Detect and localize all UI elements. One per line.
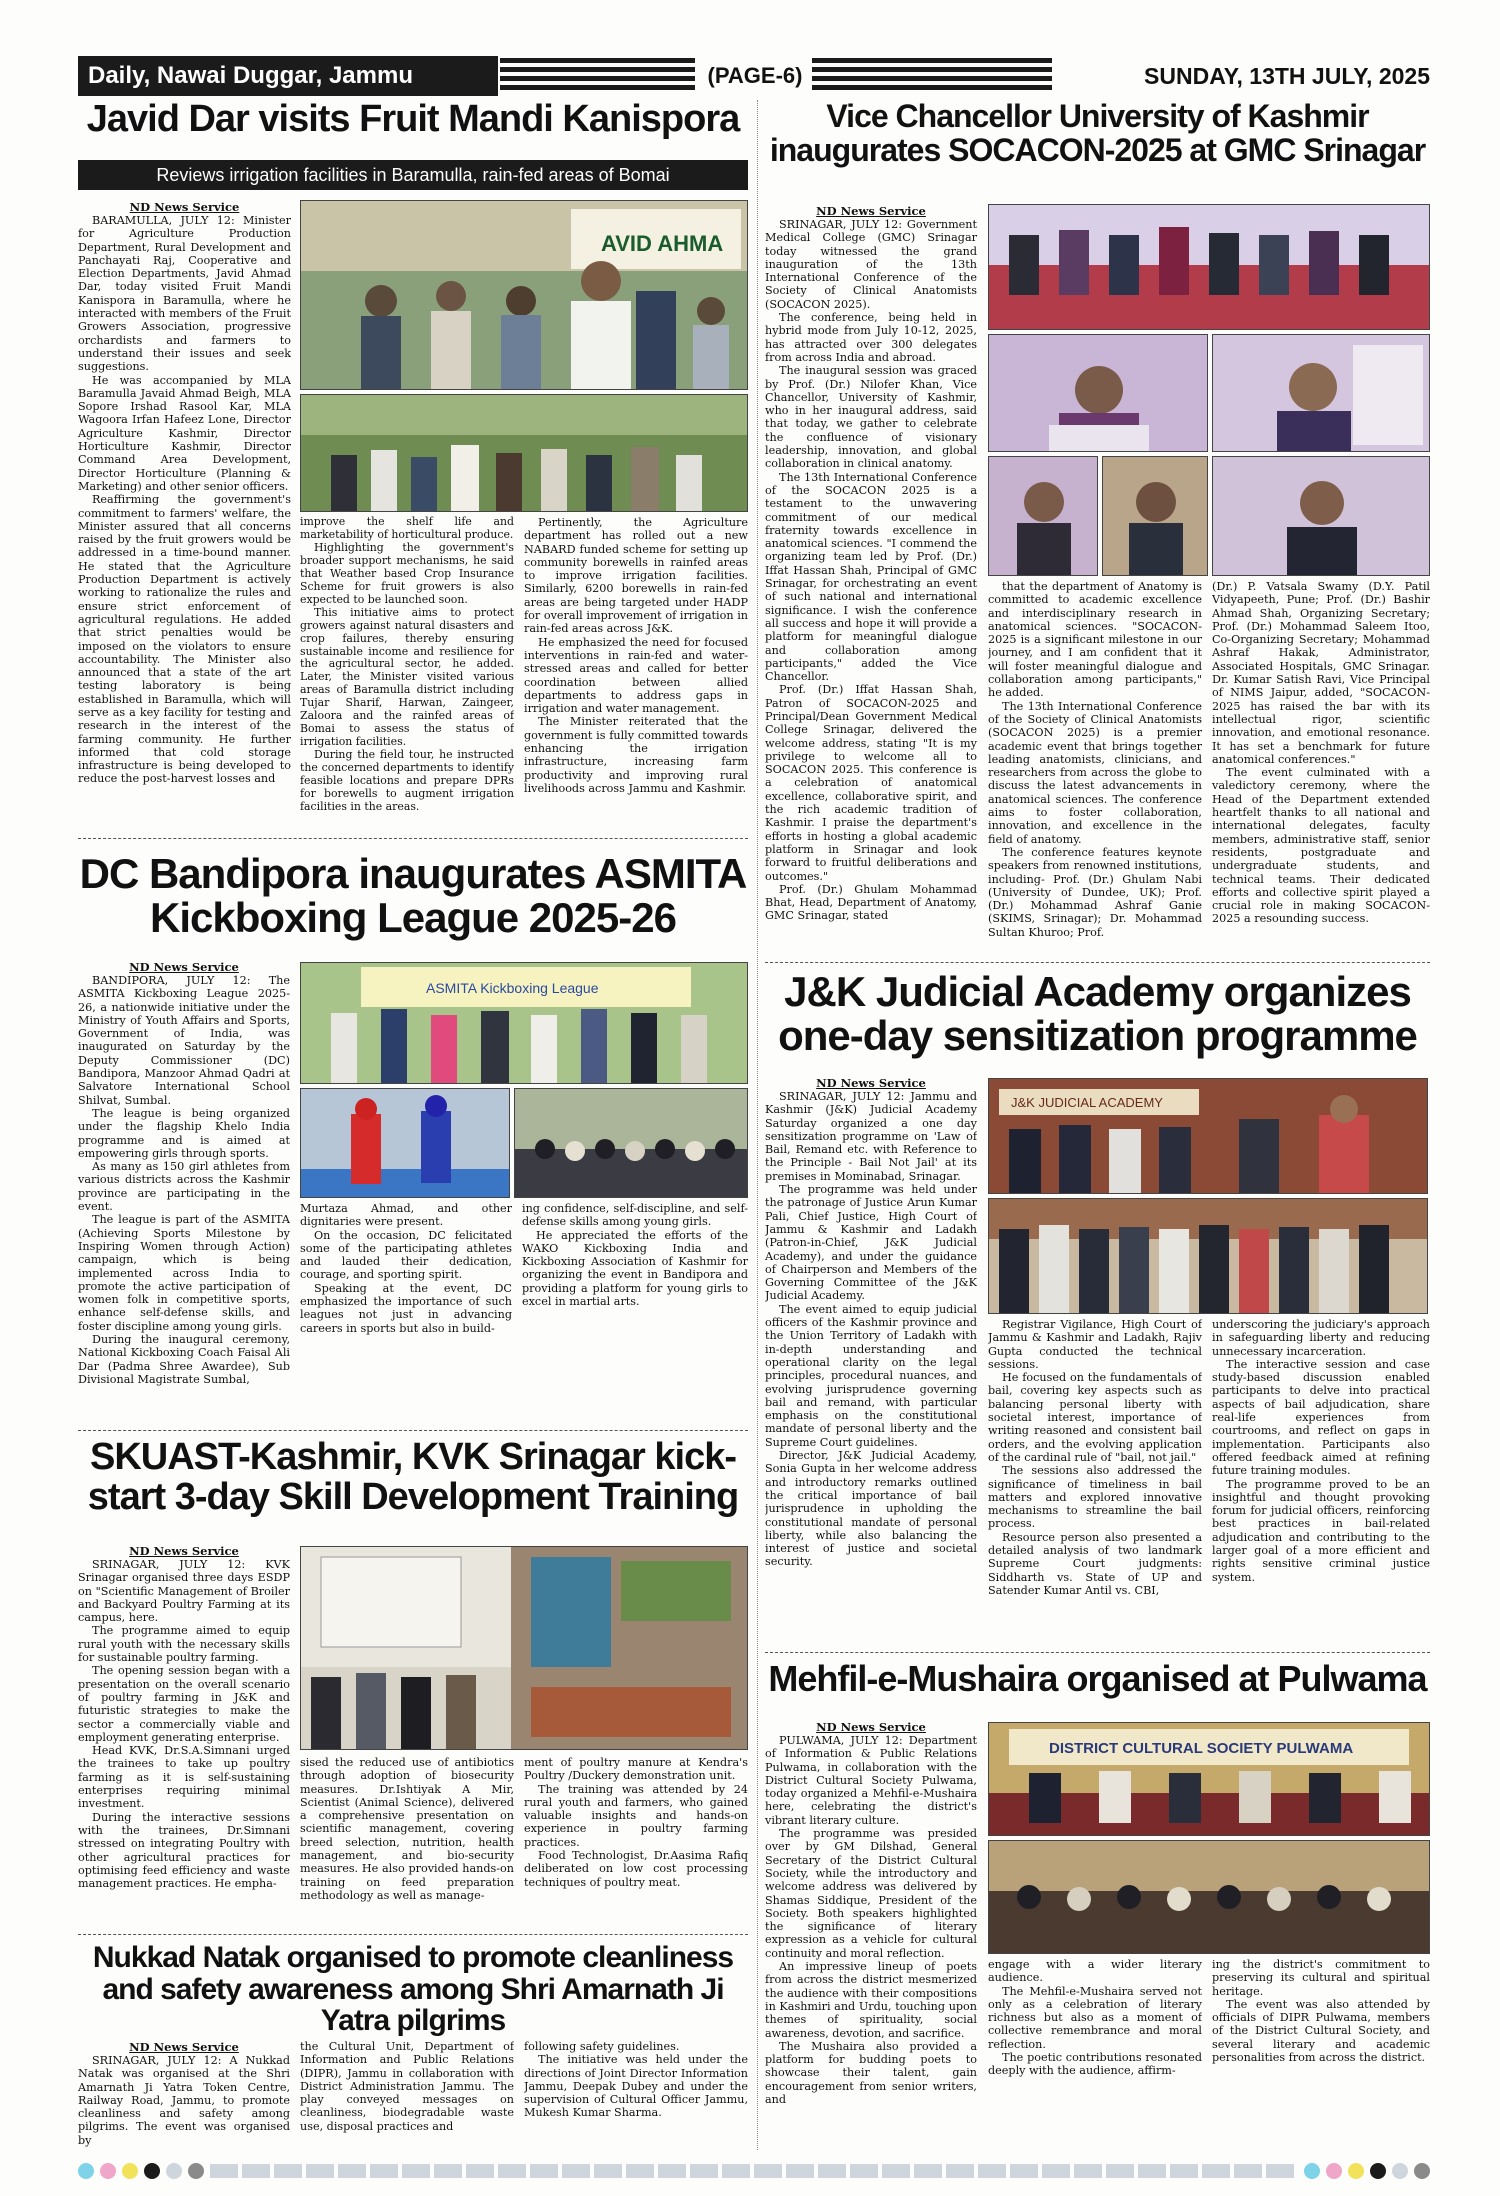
article-photo-training-session — [300, 1546, 748, 1750]
section-divider — [78, 838, 748, 839]
paragraph: The league is part of the ASMITA (Achieving Sports Milestone by Inspiring Women through Action) campaign, which is being implemented across India to promote the active participation of women folk in competitive sports, enhance self-defense skills, and foster discipline among young girls. — [78, 1213, 290, 1333]
paragraph: An impressive lineup of poets from across the district mesmerized the audience with their compositions in Kashmiri and Urdu, touching upon themes of spirituality, social awareness, devotion, and sacrifice. — [765, 1960, 977, 2040]
paragraph: The opening session began with a presentation on the overall scenario of poultry farming in J&K and futuristic strategies to make the sector a commercially viable and employment generating enterprise. — [78, 1664, 290, 1744]
footer-dot — [122, 2163, 138, 2179]
article-body-col3 — [524, 516, 748, 832]
article-photo-mushaira-stage — [988, 1722, 1430, 1836]
article-body-col3 — [1212, 580, 1430, 980]
article-headline-mushaira: Mehfil-e-Mushaira organised at Pulwama — [768, 1660, 1427, 1699]
paragraph: The Minister reiterated that the government is fully committed towards enhancing the irrigation infrastructure, increasing farm productivity and improving rural livelihoods across Jammu and Kashmir. — [524, 715, 748, 795]
paragraph: On the occasion, DC felicitated some of the participating athletes and lauded their dedication, courage, and sporting spirit. — [300, 1228, 512, 1282]
section-divider — [78, 1430, 748, 1431]
paragraph: SRINAGAR, JULY 12: KVK Srinagar organised three days ESDP on "Scientific Management of Broiler and Backyard Poultry Farming at its campus, here. — [78, 1558, 290, 1625]
section-divider — [765, 1652, 1430, 1653]
paragraph: SRINAGAR, JULY 12: Government Medical College (GMC) Srinagar today witnessed the grand inauguration of the 13th International Conference of the Society of Clinical Anatomists (SOCACON 2025). — [765, 218, 977, 311]
paragraph: The 13th International Conference of the SOCACON 2025 is a testament to the unwavering commitment of our medical fraternity towards excellence in anatomical sciences. "I commend the organizing team led by Prof. (Dr.) Iffat Hassan Shah, Principal of GMC Srinagar, for orchestrating an event of such national and international significance. I wish the conference all success and hope it will provide a platform for meaningful dialogue and collaboration among participants," added the Vice Chancellor. — [765, 470, 977, 684]
article-body-col1 — [765, 1076, 977, 1646]
paragraph: Murtaza Ahmad, and other dignitaries were present. — [300, 1202, 512, 1229]
paragraph: Food Technologist, Dr.Aasima Rafiq deliberated on low cost processing techniques of poultry meat. — [524, 1849, 748, 1889]
paragraph: SRINAGAR, JULY 12: A Nukkad Natak was organised at the Shri Amarnath Ji Yatra Token Centre, Railway Road, Jammu, to promote cleanliness and safety among pilgrims. The event was organised by — [78, 2054, 290, 2147]
article-photo-minister-addressing — [300, 200, 748, 390]
article-body-col2 — [300, 1202, 512, 1422]
paragraph: The event culminated with a valedictory ceremony, where the Head of the Department extended heartfelt thanks to all national and international delegates, faculty members, administrative staff, senior residents, postgraduate and undergraduate students, and technical teams. Their dedicated efforts and collective spirit played a crucial role in making SOCACON-2025 a resounding success. — [1212, 766, 1430, 926]
article-body-col1 — [78, 1544, 290, 1928]
article-body-col1 — [765, 204, 977, 980]
article-photo-judicial-participants — [988, 1198, 1428, 1314]
paragraph: The programme was presided over by GM Dilshad, General Secretary of the District Cultural Society, while the introductory and welcome address was delivered by Shamas Siddique, President of the Society. Both speakers highlighted the significance of literary expression as a vehicle for cultural continuity and moral reflection. — [765, 1827, 977, 1960]
article-body-col3 — [522, 1202, 748, 1422]
article-photo-dignitaries-stage — [988, 204, 1430, 330]
article-body-col3 — [1212, 1958, 1430, 2154]
article-photo-field-tour — [300, 394, 748, 512]
footer-dot — [144, 2163, 160, 2179]
paragraph: Head KVK, Dr.S.A.Simnani urged the trainees to take up poultry farming as it is self-sustaining enterprises requiring minimal investment. — [78, 1744, 290, 1811]
banner-text: AVID AHMA — [601, 231, 724, 256]
footer-dot — [100, 2163, 116, 2179]
paragraph: Director, J&K Judicial Academy, Sonia Gupta in her welcome address and introductory remarks outlined the critical importance of bail jurisprudence in upholding the constitutional mandate of personal liberty, while also balancing the interest of justice and societal security. — [765, 1449, 977, 1569]
footer-dot — [1304, 2163, 1320, 2179]
paragraph: The event was also attended by officials of DIPR Pulwama, members of the District Cultural Society, and several literary and academic personalities from across the district. — [1212, 1997, 1430, 2065]
paragraph: As many as 150 girl athletes from various districts across the Kashmir province are participating in the event. — [78, 1160, 290, 1214]
article-photo-principal-speaking — [1212, 334, 1430, 452]
paragraph: Resource person also presented a detailed analysis of two landmark Supreme Court judgments: Siddharth vs. State of UP and Satender Kumar Antil vs. CBI, — [988, 1530, 1202, 1597]
paragraph: SRINAGAR, JULY 12: Jammu and Kashmir (J&K) Judicial Academy Saturday organized a one day sensitization programme on 'Law of Bail, Remand etc. with Reference to the Principle - Bail Not Jail' at its premises in Mominabad, Srinagar. — [765, 1090, 977, 1183]
paragraph: ing the district's commitment to preserving its cultural and spiritual heritage. — [1212, 1958, 1430, 1998]
byline: ND News Service — [816, 1076, 926, 1090]
paragraph: Pertinently, the Agriculture department has rolled out a new NABARD funded scheme for setting up community borewells in rainfed areas to improve irrigation facilities. Similarly, 6200 borewells in rain-fed areas are being targeted under HADP for overall improvement of irrigation in rain-fed areas across J&K. — [524, 516, 748, 636]
paragraph: The conference features keynote speakers from renowned institutions, including- Prof. (Dr.) Ghulam Nabi (University of Dundee, UK); Prof. (Dr.) Mohammad Ashraf Ganie (SKIMS, Srinagar); Dr. Mohammad Sultan Khuroo; Prof. — [988, 845, 1202, 939]
article-photo-kickboxing-bout — [300, 1088, 510, 1198]
paragraph: He appreciated the efforts of the WAKO Kickboxing India and Kickboxing Association of Kashmir for organizing the event in Bandipora and providing a platform for young girls to excel in martial arts. — [522, 1228, 748, 1309]
header-rule-left — [500, 58, 695, 94]
footer-dot — [1414, 2163, 1430, 2179]
paragraph: Highlighting the government's broader support mechanisms, he said that Weather based Crop Insurance Scheme for fruit growers is also expected to be launched soon. — [300, 540, 514, 606]
banner-text: ASMITA Kickboxing League — [426, 980, 599, 996]
paragraph: During the interactive sessions with the trainees, Dr.Simnani stressed on integrating Poultry with other agricultural practices for optimising feed efficiency and waste management practices. He empha- — [78, 1810, 290, 1891]
footer-dot — [166, 2163, 182, 2179]
paragraph: The event aimed to equip judicial officers of the Kashmir province and the Union Territory of Ladakh with in-depth understanding and operational clarity on the legal principles, procedural nuances, and evolving jurisprudence governing bail and remand, with particular emphasis on the constitutional mandate of personal liberty and the Supreme Court guidelines. — [765, 1302, 977, 1449]
column-divider — [757, 100, 758, 2150]
paragraph: He was accompanied by MLA Baramulla Javaid Ahmad Beigh, MLA Sopore Irshad Rasool Kar, MLA Wagoora Irfan Hafeez Lone, Director Agriculture Kashmir, Director Horticulture Kashmir, Director Command Area Development, Director Horticulture (Planning & Marketing) and other senior officers. — [78, 373, 291, 493]
paragraph: the Cultural Unit, Department of Information and Public Relations (DIPR), Jammu in collaboration with District Administration Jammu. The play conveyed messages on cleanliness, biodegradable waste use, disposal practices and — [300, 2040, 514, 2133]
article-photo-judicial-podium — [988, 1078, 1428, 1194]
paragraph: (Dr.) P. Vatsala Swamy (D.Y. Patil Vidyapeeth, Pune; Prof. (Dr.) Bashir Ahmad Shah, Organizing Secretary; Prof. (Dr.) Mohammad Saleem Itoo, Co-Organizing Secretary; Mohammad Ashraf Hakak, Administrator, Associated Hospitals, GMC Srinagar. Dr. Kumar Satish Ravi, Vice Principal of NIMS Jaipur, added, "SOCACON-2025 has raised the bar with its intellectual rigor, scientific innovation, and emotional resonance. It has set a benchmark for future anatomical conferences." — [1212, 580, 1430, 766]
article-body-col3 — [524, 2040, 748, 2152]
newspaper-name: Daily, Nawai Duggar, Jammu — [78, 56, 498, 96]
paragraph: The poetic contributions resonated deeply with the audience, affirm- — [988, 2051, 1202, 2078]
paragraph: The training was attended by 24 rural youth and farmers, who gained valuable insights and hands-on experience in poultry farming practices. — [524, 1782, 748, 1849]
header-rule-right — [812, 58, 1052, 94]
article-body-col1 — [765, 1720, 977, 2150]
issue-date: SUNDAY, 13TH JULY, 2025 — [1144, 63, 1430, 89]
paragraph: sised the reduced use of antibiotics through adoption of biosecurity measures. Dr.Ishtiyak A Mir, Scientist (Animal Science), delivered a comprehensive presentation on scientific management, covering breed selection, nutrition, health management, and bio-security measures. He also provided hands-on training on feed preparation methodology as well as manage- — [300, 1756, 514, 1902]
paragraph: The initiative was held under the directions of Joint Director Information Jammu, Deepak Dubey and under the supervision of Cultural Officer Jammu, Mukesh Kumar Sharma. — [524, 2053, 748, 2120]
paragraph: He emphasized the need for focused interventions in rain-fed and water-stressed areas and called for better coordination between allied departments to address gaps in irrigation and water management. — [524, 635, 748, 716]
byline: ND News Service — [129, 960, 239, 974]
paragraph: The conference, being held in hybrid mode from July 10-12, 2025, has attracted over 300 delegates from across India and abroad. — [765, 311, 977, 364]
paragraph: Prof. (Dr.) Iffat Hassan Shah, Patron of SOCACON-2025 and Principal/Dean Government Medical College Srinagar, delivered the welcome address, stating "It is my privilege to welcome all to SOCACON 2025. This conference is a celebration of anatomical excellence, collaborative spirit, and the rich academic tradition of Kashmir. I praise the department's efforts in hosting a global academic platform in Srinagar and look forward to fruitful deliberations and outcomes." — [765, 683, 977, 883]
paragraph: He focused on the fundamentals of bail, covering key aspects such as balancing personal liberty with societal interest, importance of writing reasoned and consistent bail orders, and the evolving application of the cardinal rule of "bail, not jail." — [988, 1371, 1202, 1464]
article-headline-socacon: Vice Chancellor University of Kashmir inaugurates SOCACON-2025 at GMC Srinagar — [769, 100, 1426, 168]
section-divider — [78, 1934, 748, 1935]
article-photo-vc-speaking — [988, 334, 1208, 452]
byline: ND News Service — [129, 200, 240, 214]
article-photo-audience — [514, 1088, 748, 1198]
paragraph: Reaffirming the government's commitment to farmers' welfare, the Minister assured that all concerns raised by the fruit growers would be addressed in a time-bound manner. He stated that the Agriculture Production Department is actively working to rationalize the rules and ensure strict enforcement of agricultural regulations. He added that strict penalties would be imposed on the violators to ensure accountability. The Minister also announced that a state of the art testing laboratory is being established in Baramulla, which will serve as a key facility for testing and research in the interest of the farming community. He further informed that cold storage infrastructure is being developed to reduce the post-harvest losses and — [78, 493, 291, 786]
article-body-col2 — [300, 2040, 514, 2152]
footer-dot — [1370, 2163, 1386, 2179]
article-body-col1 — [78, 960, 290, 1430]
paragraph: During the inaugural ceremony, National Kickboxing Coach Faisal Ali Dar (Padma Shree Awardee), Sub Divisional Magistrate Sumbal, — [78, 1333, 290, 1386]
article-photo-mushaira-audience — [988, 1840, 1430, 1954]
paragraph: This initiative aims to protect growers against natural disasters and crop failures, thereby ensuring sustainable income and resilience for the agricultural sector, he added. Later, the Minister visited various areas of Baramulla district including Tujar Sharif, Harwan, Zaingeer, Zaloora and the rainfed areas of Bomai to assess the status of irrigation facilities. — [300, 605, 514, 749]
footer-dot — [188, 2163, 204, 2179]
article-photo-speaker-2 — [1102, 456, 1208, 576]
footer-dot — [1326, 2163, 1342, 2179]
paragraph: The 13th International Conference of the Society of Clinical Anatomists (SOCACON 2025) is a premier academic event that brings together leading anatomists, clinicians, and researchers from across the globe to discuss the latest advancements in anatomical sciences. The conference aims to foster collaboration, innovation, and excellence in the field of anatomy. — [988, 699, 1202, 846]
paragraph: During the field tour, he instructed the concerned departments to identify feasible locations and prepare DPRs for borewells to augment irrigation facilities in the areas. — [300, 748, 514, 813]
page-number: (PAGE-6) — [707, 63, 803, 88]
article-headline-javid-dar: Javid Dar visits Fruit Mandi Kanispora — [86, 100, 740, 140]
paragraph: The interactive session and case study-based discussion enabled participants to delve into practical aspects of bail adjudication, share real-life experiences from courtrooms, and reflect on gaps in implementation. Participants also offered feedback aimed at refining future training modules. — [1212, 1357, 1430, 1478]
paragraph: engage with a wider literary audience. — [988, 1958, 1202, 1985]
article-body-col1 — [78, 200, 291, 832]
footer-bar — [210, 2164, 1298, 2178]
byline: ND News Service — [816, 204, 926, 218]
paragraph: BARAMULLA, JULY 12: Minister for Agriculture Production Department, Rural Development and Panchayati Raj, Cooperative and Election Departments, Javid Ahmad Dar, today visited Fruit Mandi Kanispora in Baramulla, where he interacted with members of the Fruit Growers Association, progressive orchardists and farmers to understand their issues and seek suggestions. — [78, 214, 291, 374]
article-photo-asmita-inauguration — [300, 962, 748, 1084]
footer-color-strip — [78, 2160, 1430, 2182]
paragraph: The Mehfil-e-Mushaira served not only as a celebration of literary richness but also as a moment of collective remembrance and moral reflection. — [988, 1984, 1202, 2051]
article-body-col2 — [300, 1756, 514, 1928]
paragraph: Speaking at the event, DC emphasized the importance of such leagues not just in advancing careers in sports but also in build- — [300, 1281, 512, 1335]
article-body-col2 — [988, 1318, 1202, 1646]
article-body-col3 — [524, 1756, 748, 1928]
article-headline-judicial-academy: J&K Judicial Academy organizes one-day sensitization programme — [778, 970, 1417, 1060]
article-body-col2 — [300, 516, 514, 832]
paragraph: following safety guidelines. — [524, 2040, 680, 2053]
banner-text: J&K JUDICIAL ACADEMY — [1011, 1095, 1163, 1110]
paragraph: ing confidence, self-discipline, and self-defense skills among young girls. — [522, 1202, 748, 1229]
footer-dot — [1348, 2163, 1364, 2179]
paragraph: PULWAMA, JULY 12: Department of Information & Public Relations Pulwama, in collaboration with the District Cultural Society Pulwama, today organized a Mehfil-e-Mushaira here, celebrating the district's vibrant literary culture. — [765, 1734, 977, 1827]
paragraph: The programme aimed to equip rural youth with the necessary skills for sustainable poultry farming. — [78, 1624, 290, 1665]
section-divider — [765, 962, 1430, 963]
article-body-col2 — [988, 1958, 1202, 2154]
footer-dot — [1392, 2163, 1408, 2179]
article-photo-speaker-3 — [1212, 456, 1430, 576]
paragraph: improve the shelf life and marketability of horticultural produce. — [300, 516, 514, 541]
byline: ND News Service — [129, 2040, 239, 2054]
article-headline-asmita: DC Bandipora inaugurates ASMITA Kickboxing League 2025-26 — [79, 852, 747, 942]
paragraph: underscoring the judiciary's approach in safeguarding liberty and reducing unnecessary incarceration. — [1212, 1318, 1430, 1358]
article-headline-skuast: SKUAST-Kashmir, KVK Srinagar kick-start 3-day Skill Development Training — [87, 1438, 739, 1518]
article-photo-speakers — [988, 456, 1098, 576]
paragraph: The sessions also addressed the significance of timeliness in bail matters and explored innovative mechanisms to streamline the bail process. — [988, 1464, 1202, 1531]
paragraph: Registrar Vigilance, High Court of Jammu & Kashmir and Ladakh, Rajiv Gupta conducted the technical sessions. — [988, 1318, 1202, 1371]
article-body-col2 — [988, 580, 1202, 980]
article-subhead-javid-dar: Reviews irrigation facilities in Baramulla, rain-fed areas of Bomai — [78, 160, 748, 190]
article-body-col3 — [1212, 1318, 1430, 1646]
paragraph: BANDIPORA, JULY 12: The ASMITA Kickboxing League 2025-26, a nationwide initiative under the Ministry of Youth Affairs and Sports, Government of India, was inaugurated on Saturday by the Deputy Commissioner (DC) Bandipora, Manzoor Ahmad Qadri at Salvatore International School Shilvat, Sumbal. — [78, 974, 290, 1107]
paragraph: The programme proved to be an insightful and thought provoking forum for judicial officers, reinforcing best practices in bail-related adjudication and contributing to the larger goal of a more efficient and rights sensitive criminal justice system. — [1212, 1477, 1430, 1584]
byline: ND News Service — [129, 1544, 239, 1558]
byline: ND News Service — [816, 1720, 926, 1734]
paragraph: ment of poultry manure at Kendra's Poultry /Duckery demonstration unit. — [524, 1756, 748, 1783]
paragraph: The league is being organized under the flagship Khelo India programme and is aimed at empowering girls through sports. — [78, 1106, 290, 1160]
banner-text: DISTRICT CULTURAL SOCIETY PULWAMA — [1049, 1740, 1354, 1757]
paragraph: The Mushaira also provided a platform for budding poets to showcase their talent, gain encouragement from senior writers, and — [765, 2039, 977, 2107]
paragraph: The programme was held under the patronage of Justice Arun Kumar Pali, Chief Justice, High Court of Jammu & Kashmir and Ladakh (Patron-in-Chief, J&K Judicial Academy), and under the guidance of Chairperson and Members of the Governing Committee of the J&K Judicial Academy. — [765, 1183, 977, 1303]
footer-dot — [78, 2163, 94, 2179]
article-headline-nukkad-natak: Nukkad Natak organised to promote cleanliness and safety awareness among Shri Amarnath Ji Yatra pilgrims — [92, 1942, 734, 2036]
article-body-col1 — [78, 2040, 290, 2152]
paragraph: that the department of Anatomy is committed to academic excellence and interdisciplinary research in anatomical sciences. "SOCACON-2025 is a significant milestone in our journey, and I am confident that it will foster meaningful dialogue and collaboration among participants," he added. — [988, 580, 1202, 700]
paragraph: The inaugural session was graced by Prof. (Dr.) Nilofer Khan, Vice Chancellor, University of Kashmir, who in her inaugural address, said that today, we gather to celebrate the confluence of visionary leadership, innovation, and global collaboration in clinical anatomy. — [765, 364, 977, 471]
paragraph: Prof. (Dr.) Ghulam Mohammad Bhat, Head, Department of Anatomy, GMC Srinagar, stated — [765, 882, 977, 923]
